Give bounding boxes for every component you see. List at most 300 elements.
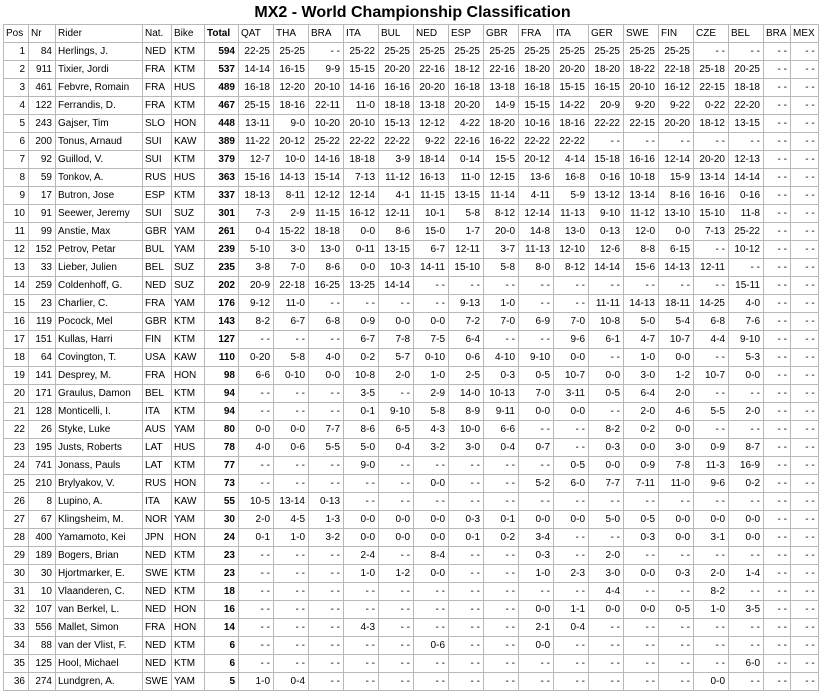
score-cell: 11-22 xyxy=(239,133,274,151)
bike-cell: HON xyxy=(172,475,205,493)
table-row xyxy=(4,439,819,457)
score-cell: 2-0 xyxy=(729,403,764,421)
nat-cell: RUS xyxy=(143,169,172,187)
score-cell: - - xyxy=(519,295,554,313)
score-cell: 0-0 xyxy=(379,529,414,547)
score-cell: - - xyxy=(239,583,274,601)
score-cell: - - xyxy=(309,547,344,565)
pos-cell: 1 xyxy=(4,43,29,61)
score-cell: - - xyxy=(589,133,624,151)
score-cell: - - xyxy=(729,583,764,601)
header-event: FRA xyxy=(519,25,554,43)
score-cell: 7-6 xyxy=(729,313,764,331)
score-cell: - - xyxy=(791,655,819,673)
score-cell: - - xyxy=(729,547,764,565)
nr-cell: 10 xyxy=(29,583,56,601)
score-cell: - - xyxy=(239,547,274,565)
pos-cell: 31 xyxy=(4,583,29,601)
score-cell: - - xyxy=(764,61,791,79)
bike-cell: KTM xyxy=(172,565,205,583)
table-row xyxy=(4,115,819,133)
nr-cell: 33 xyxy=(29,259,56,277)
score-cell: - - xyxy=(659,655,694,673)
nr-cell: 171 xyxy=(29,385,56,403)
table-row xyxy=(4,79,819,97)
score-cell: 7-8 xyxy=(659,457,694,475)
score-cell: 0-0 xyxy=(554,403,589,421)
score-cell: - - xyxy=(659,637,694,655)
score-cell: - - xyxy=(791,403,819,421)
score-cell: - - xyxy=(764,529,791,547)
score-cell: 18-20 xyxy=(519,61,554,79)
total-cell: 6 xyxy=(205,655,239,673)
score-cell: 5-5 xyxy=(694,403,729,421)
score-cell: - - xyxy=(624,583,659,601)
score-cell: - - xyxy=(274,475,309,493)
score-cell: 0-0 xyxy=(274,421,309,439)
nr-cell: 84 xyxy=(29,43,56,61)
bike-cell: HON xyxy=(172,529,205,547)
nat-cell: GBR xyxy=(143,223,172,241)
score-cell: 0-0 xyxy=(414,529,449,547)
score-cell: 15-18 xyxy=(589,151,624,169)
score-cell: 5-9 xyxy=(554,187,589,205)
bike-cell: YAM xyxy=(172,241,205,259)
bike-cell: SUZ xyxy=(172,277,205,295)
score-cell: 0-3 xyxy=(589,439,624,457)
bike-cell: KTM xyxy=(172,655,205,673)
score-cell: - - xyxy=(344,583,379,601)
nat-cell: LAT xyxy=(143,439,172,457)
score-cell: 20-12 xyxy=(274,133,309,151)
header-total: Total xyxy=(205,25,239,43)
score-cell: - - xyxy=(589,529,624,547)
nat-cell: FRA xyxy=(143,295,172,313)
header-event: FIN xyxy=(659,25,694,43)
score-cell: - - xyxy=(379,385,414,403)
score-cell: - - xyxy=(554,295,589,313)
rider-cell: Kullas, Harri xyxy=(56,331,143,349)
score-cell: 16-25 xyxy=(309,277,344,295)
score-cell: 0-5 xyxy=(589,385,624,403)
score-cell: 12-20 xyxy=(274,79,309,97)
nr-cell: 461 xyxy=(29,79,56,97)
nr-cell: 151 xyxy=(29,331,56,349)
score-cell: - - xyxy=(764,511,791,529)
score-cell: - - xyxy=(414,601,449,619)
score-cell: - - xyxy=(554,421,589,439)
nat-cell: FRA xyxy=(143,619,172,637)
nat-cell: SUI xyxy=(143,205,172,223)
nat-cell: NED xyxy=(143,655,172,673)
score-cell: 11-11 xyxy=(589,295,624,313)
nat-cell: ESP xyxy=(143,187,172,205)
bike-cell: KTM xyxy=(172,331,205,349)
nat-cell: BUL xyxy=(143,241,172,259)
score-cell: 25-25 xyxy=(274,43,309,61)
nat-cell: GBR xyxy=(143,313,172,331)
score-cell: - - xyxy=(379,655,414,673)
score-cell: 0-2 xyxy=(344,349,379,367)
pos-cell: 7 xyxy=(4,151,29,169)
score-cell: 15-14 xyxy=(309,169,344,187)
score-cell: 18-18 xyxy=(379,97,414,115)
score-cell: - - xyxy=(239,331,274,349)
score-cell: - - xyxy=(791,529,819,547)
score-cell: 6-6 xyxy=(484,421,519,439)
nat-cell: USA xyxy=(143,349,172,367)
score-cell: - - xyxy=(484,565,519,583)
score-cell: 22-25 xyxy=(239,43,274,61)
nr-cell: 119 xyxy=(29,313,56,331)
header-event: CZE xyxy=(694,25,729,43)
rider-cell: Desprey, M. xyxy=(56,367,143,385)
score-cell: 0-6 xyxy=(274,439,309,457)
total-cell: 23 xyxy=(205,565,239,583)
score-cell: - - xyxy=(554,655,589,673)
score-cell: - - xyxy=(484,655,519,673)
score-cell: 3-2 xyxy=(414,439,449,457)
table-row xyxy=(4,331,819,349)
bike-cell: KTM xyxy=(172,583,205,601)
score-cell: - - xyxy=(519,655,554,673)
score-cell: - - xyxy=(379,457,414,475)
score-cell: - - xyxy=(764,133,791,151)
total-cell: 55 xyxy=(205,493,239,511)
score-cell: 10-5 xyxy=(239,493,274,511)
score-cell: 10-13 xyxy=(484,385,519,403)
nr-cell: 122 xyxy=(29,97,56,115)
score-cell: 3-0 xyxy=(589,565,624,583)
score-cell: - - xyxy=(764,547,791,565)
score-cell: - - xyxy=(519,673,554,691)
score-cell: 2-0 xyxy=(694,565,729,583)
score-cell: - - xyxy=(764,331,791,349)
score-cell: 5-8 xyxy=(274,349,309,367)
score-cell: 0-4 xyxy=(239,223,274,241)
score-cell: 20-10 xyxy=(309,79,344,97)
score-cell: - - xyxy=(274,403,309,421)
score-cell: - - xyxy=(449,673,484,691)
nr-cell: 741 xyxy=(29,457,56,475)
score-cell: 16-12 xyxy=(659,79,694,97)
bike-cell: KTM xyxy=(172,151,205,169)
header-event: ITA xyxy=(344,25,379,43)
score-cell: - - xyxy=(764,241,791,259)
score-cell: 12-13 xyxy=(729,151,764,169)
score-cell: - - xyxy=(449,619,484,637)
score-cell: 10-7 xyxy=(554,367,589,385)
bike-cell: KTM xyxy=(172,187,205,205)
score-cell: 0-0 xyxy=(344,259,379,277)
rider-cell: Bogers, Brian xyxy=(56,547,143,565)
score-cell: - - xyxy=(791,115,819,133)
score-cell: 6-9 xyxy=(519,313,554,331)
score-cell: 0-13 xyxy=(309,493,344,511)
nat-cell: NOR xyxy=(143,511,172,529)
score-cell: - - xyxy=(764,439,791,457)
rider-cell: Styke, Luke xyxy=(56,421,143,439)
score-cell: - - xyxy=(764,565,791,583)
score-cell: 16-8 xyxy=(554,169,589,187)
total-cell: 24 xyxy=(205,529,239,547)
rider-cell: Butron, Jose xyxy=(56,187,143,205)
score-cell: 1-2 xyxy=(379,565,414,583)
rider-cell: Monticelli, I. xyxy=(56,403,143,421)
pos-cell: 24 xyxy=(4,457,29,475)
score-cell: 0-14 xyxy=(449,151,484,169)
score-cell: 22-18 xyxy=(659,61,694,79)
score-cell: 0-0 xyxy=(694,673,729,691)
score-cell: - - xyxy=(764,673,791,691)
total-cell: 379 xyxy=(205,151,239,169)
score-cell: - - xyxy=(764,637,791,655)
score-cell: - - xyxy=(624,655,659,673)
score-cell: 6-0 xyxy=(729,655,764,673)
nat-cell: SWE xyxy=(143,673,172,691)
score-cell: 18-20 xyxy=(484,115,519,133)
rider-cell: Lieber, Julien xyxy=(56,259,143,277)
nr-cell: 259 xyxy=(29,277,56,295)
score-cell: - - xyxy=(764,583,791,601)
score-cell: 13-0 xyxy=(309,241,344,259)
score-cell: 0-0 xyxy=(414,475,449,493)
score-cell: 22-22 xyxy=(554,133,589,151)
score-cell: 6-1 xyxy=(589,331,624,349)
score-cell: 22-22 xyxy=(519,133,554,151)
table-row xyxy=(4,475,819,493)
bike-cell: YAM xyxy=(172,511,205,529)
bike-cell: KTM xyxy=(172,403,205,421)
rider-cell: Herlings, J. xyxy=(56,43,143,61)
pos-cell: 21 xyxy=(4,403,29,421)
nr-cell: 26 xyxy=(29,421,56,439)
score-cell: - - xyxy=(624,673,659,691)
pos-cell: 5 xyxy=(4,115,29,133)
score-cell: 11-8 xyxy=(729,205,764,223)
rider-cell: Mallet, Simon xyxy=(56,619,143,637)
total-cell: 448 xyxy=(205,115,239,133)
score-cell: - - xyxy=(309,295,344,313)
score-cell: 25-25 xyxy=(484,43,519,61)
score-cell: - - xyxy=(764,205,791,223)
nat-cell: NED xyxy=(143,583,172,601)
score-cell: 22-22 xyxy=(344,133,379,151)
score-cell: - - xyxy=(519,583,554,601)
score-cell: 0-1 xyxy=(449,529,484,547)
nat-cell: SUI xyxy=(143,133,172,151)
score-cell: 8-2 xyxy=(239,313,274,331)
score-cell: - - xyxy=(309,673,344,691)
score-cell: - - xyxy=(379,673,414,691)
header-event: GER xyxy=(589,25,624,43)
score-cell: - - xyxy=(764,169,791,187)
nat-cell: LAT xyxy=(143,457,172,475)
table-row xyxy=(4,673,819,691)
score-cell: 22-15 xyxy=(624,115,659,133)
score-cell: 0-0 xyxy=(554,511,589,529)
rider-cell: Hool, Michael xyxy=(56,655,143,673)
score-cell: - - xyxy=(659,133,694,151)
score-cell: - - xyxy=(694,655,729,673)
score-cell: 9-13 xyxy=(449,295,484,313)
score-cell: 16-18 xyxy=(519,79,554,97)
score-cell: 0-6 xyxy=(449,349,484,367)
pos-cell: 23 xyxy=(4,439,29,457)
pos-cell: 34 xyxy=(4,637,29,655)
score-cell: - - xyxy=(309,43,344,61)
score-cell: 11-0 xyxy=(449,169,484,187)
score-cell: 14-13 xyxy=(659,259,694,277)
score-cell: 0-0 xyxy=(694,511,729,529)
score-cell: 2-0 xyxy=(624,403,659,421)
score-cell: - - xyxy=(344,601,379,619)
score-cell: 25-25 xyxy=(519,43,554,61)
score-cell: 4-14 xyxy=(554,151,589,169)
score-cell: - - xyxy=(449,601,484,619)
score-cell: 11-0 xyxy=(274,295,309,313)
score-cell: 14-14 xyxy=(589,259,624,277)
score-cell: 18-18 xyxy=(309,223,344,241)
score-cell: 15-13 xyxy=(379,115,414,133)
score-cell: - - xyxy=(309,601,344,619)
score-cell: - - xyxy=(791,457,819,475)
score-cell: 0-3 xyxy=(624,529,659,547)
score-cell: - - xyxy=(309,457,344,475)
score-cell: 1-0 xyxy=(239,673,274,691)
score-cell: - - xyxy=(379,295,414,313)
score-cell: 6-5 xyxy=(379,421,414,439)
score-cell: 0-0 xyxy=(519,637,554,655)
table-row xyxy=(4,97,819,115)
score-cell: 0-4 xyxy=(379,439,414,457)
score-cell: 8-12 xyxy=(554,259,589,277)
total-cell: 389 xyxy=(205,133,239,151)
score-cell: - - xyxy=(449,655,484,673)
score-cell: 1-0 xyxy=(274,529,309,547)
score-cell: 0-9 xyxy=(344,313,379,331)
table-body xyxy=(4,43,819,691)
score-cell: 5-4 xyxy=(659,313,694,331)
score-cell: 3-2 xyxy=(309,529,344,547)
table-row xyxy=(4,565,819,583)
score-cell: 2-5 xyxy=(449,367,484,385)
score-cell: - - xyxy=(791,547,819,565)
bike-cell: KAW xyxy=(172,493,205,511)
rider-cell: Yamamoto, Kei xyxy=(56,529,143,547)
score-cell: - - xyxy=(239,565,274,583)
score-cell: - - xyxy=(414,277,449,295)
score-cell: 4-7 xyxy=(624,331,659,349)
pos-cell: 32 xyxy=(4,601,29,619)
score-cell: - - xyxy=(764,151,791,169)
rider-cell: Tonus, Arnaud xyxy=(56,133,143,151)
total-cell: 110 xyxy=(205,349,239,367)
header-event: MEX xyxy=(791,25,819,43)
score-cell: - - xyxy=(239,403,274,421)
score-cell: 0-5 xyxy=(519,367,554,385)
bike-cell: HON xyxy=(172,115,205,133)
nr-cell: 88 xyxy=(29,637,56,655)
nr-cell: 23 xyxy=(29,295,56,313)
score-cell: 22-15 xyxy=(694,79,729,97)
total-cell: 80 xyxy=(205,421,239,439)
score-cell: - - xyxy=(589,403,624,421)
score-cell: - - xyxy=(519,493,554,511)
score-cell: - - xyxy=(484,277,519,295)
score-cell: 10-7 xyxy=(694,367,729,385)
score-cell: 11-14 xyxy=(484,187,519,205)
score-cell: 14-8 xyxy=(519,223,554,241)
score-cell: 8-16 xyxy=(659,187,694,205)
score-cell: - - xyxy=(519,421,554,439)
score-cell: - - xyxy=(589,277,624,295)
header-event: THA xyxy=(274,25,309,43)
score-cell: - - xyxy=(484,673,519,691)
score-cell: 11-15 xyxy=(414,187,449,205)
header-event: ITA xyxy=(554,25,589,43)
total-cell: 6 xyxy=(205,637,239,655)
score-cell: 12-11 xyxy=(694,259,729,277)
total-cell: 77 xyxy=(205,457,239,475)
score-cell: 0-0 xyxy=(589,367,624,385)
score-cell: - - xyxy=(764,295,791,313)
score-cell: 0-3 xyxy=(519,547,554,565)
score-cell: - - xyxy=(764,115,791,133)
score-cell: 0-2 xyxy=(484,529,519,547)
score-cell: 11-0 xyxy=(659,475,694,493)
score-cell: 6-8 xyxy=(309,313,344,331)
score-cell: 0-11 xyxy=(344,241,379,259)
total-cell: 176 xyxy=(205,295,239,313)
score-cell: 6-8 xyxy=(694,313,729,331)
score-cell: - - xyxy=(484,331,519,349)
score-cell: 20-9 xyxy=(239,277,274,295)
score-cell: - - xyxy=(274,547,309,565)
score-cell: - - xyxy=(309,637,344,655)
score-cell: 3-8 xyxy=(239,259,274,277)
score-cell: 15-10 xyxy=(449,259,484,277)
bike-cell: KTM xyxy=(172,385,205,403)
nr-cell: 99 xyxy=(29,223,56,241)
nr-cell: 107 xyxy=(29,601,56,619)
rider-cell: van Berkel, L. xyxy=(56,601,143,619)
score-cell: 13-25 xyxy=(344,277,379,295)
score-cell: 0-0 xyxy=(239,421,274,439)
score-cell: 10-8 xyxy=(589,313,624,331)
nat-cell: SWE xyxy=(143,565,172,583)
bike-cell: KTM xyxy=(172,457,205,475)
score-cell: 6-7 xyxy=(344,331,379,349)
score-cell: 18-16 xyxy=(554,115,589,133)
score-cell: 20-20 xyxy=(414,79,449,97)
score-cell: - - xyxy=(239,457,274,475)
score-cell: - - xyxy=(729,43,764,61)
score-cell: 13-18 xyxy=(484,79,519,97)
score-cell: - - xyxy=(764,619,791,637)
score-cell: 12-10 xyxy=(554,241,589,259)
score-cell: 0-3 xyxy=(659,565,694,583)
score-cell: - - xyxy=(554,493,589,511)
rider-cell: Guillod, V. xyxy=(56,151,143,169)
score-cell: 18-13 xyxy=(239,187,274,205)
score-cell: 0-2 xyxy=(624,421,659,439)
score-cell: 3-0 xyxy=(274,241,309,259)
nat-cell: BEL xyxy=(143,385,172,403)
rider-cell: Covington, T. xyxy=(56,349,143,367)
score-cell: - - xyxy=(589,655,624,673)
score-cell: - - xyxy=(414,673,449,691)
